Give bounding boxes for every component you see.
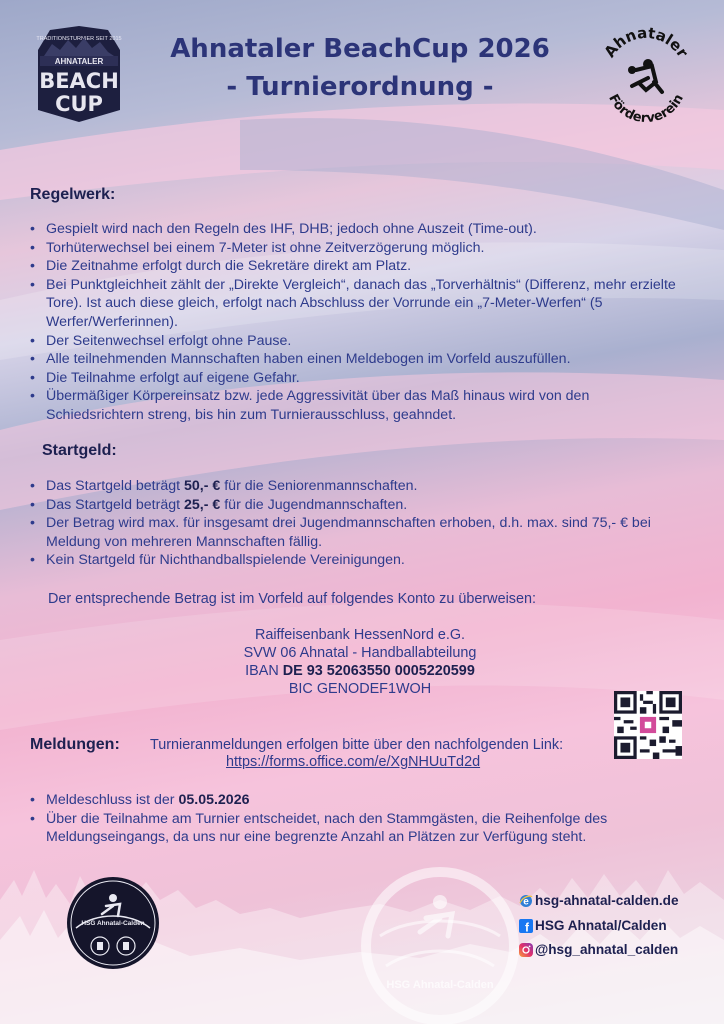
facebook-icon [519,919,533,933]
iban: IBAN DE 93 52063550 0005220599 [245,663,475,679]
website-link[interactable]: e hsg-ahnatal-calden.de [519,893,679,908]
svg-text:f: f [525,920,529,933]
meldungen-text: Turnieranmeldungen erfolgen bitte über den nachfolgenden Link: [150,737,564,753]
account-holder: SVW 06 Ahnatal - Handballabteilung [243,645,477,661]
list-item: • Meldeschluss ist der 05.05.2026 [30,791,690,810]
bic: BIC GENODEF1WOH [288,681,432,697]
list-item: • Das Startgeld beträgt 25,- € für die Jugendmannschaften. [30,496,690,515]
svg-text:HSG Ahnatal-Calden: HSG Ahnatal-Calden [81,920,145,927]
svg-text:AHNATALER: AHNATALER [54,57,104,66]
meldungen-list [30,791,690,847]
registration-link[interactable]: https://forms.office.com/e/XgNHUuTd2d [226,754,481,770]
list-item: • Der Seitenwechsel erfolgt ohne Pause. [30,332,690,351]
regelwerk-list [30,220,690,425]
list-item: • Torhüterwechsel bei einem 7-Meter ist ohne Zeitverzögerung möglich. [30,239,690,258]
list-item: • Das Startgeld beträgt 50,- € für die Seniorenmannschaften. [30,477,690,496]
svg-text:TRADITIONSTURNIER SEIT 2015: TRADITIONSTURNIER SEIT 2015 [36,36,122,42]
svg-text:Förderverein: Förderverein [605,91,687,126]
list-item: • Über die Teilnahme am Turnier entscheidet, nach den Stammgästen, die Reihenfolge des Meldungseingangs, da uns nur eine begrenzte Anzahl an Plätzen zur Verfügung steht. [30,810,690,847]
hsg-emblem [66,876,160,970]
regelwerk-heading: Regelwerk: [30,186,116,203]
beachcup-logo [30,26,128,122]
list-item: • Alle teilnehmenden Mannschaften haben einen Meldebogen im Vorfeld auszufüllen. [30,350,690,369]
list-item: • Übermäßiger Körpereinsatz bzw. jede Aggressivität über das Maß hinaus wird von den Schiedsrichtern streng, bis hin zum Turnierausschluss, geahndet. [30,387,690,424]
page-title [130,30,590,106]
list-item: • Gespielt wird nach den Regeln des IHF, DHB; jedoch ohne Auszeit (Time-out). [30,220,690,239]
svg-text:CUP: CUP [55,92,103,116]
svg-text:HSG Ahnatal-Calden: HSG Ahnatal-Calden [386,979,494,991]
svg-text:e: e [523,896,529,907]
meldungen-heading: Meldungen: [30,736,120,753]
list-item: • Der Betrag wird max. für insgesamt drei Jugendmannschaften erhoben, d.h. max. sind 75,- € bei Meldung von mehreren Mannschaften fällig. [30,514,690,551]
list-item: • Bei Punktgleichheit zählt der „Direkte Vergleich“, danach das „Torverhältnis“ (Differenz, mehr erzielte Tore). Ist auch diese gleich, erfolgt nach Abschluss der Vorrunde ein „7-Meter-Werfen“ (5 Werfer/Werferinnen). [30,276,690,332]
ie-globe-icon [519,894,533,908]
list-item: • Die Zeitnahme erfolgt durch die Sekretäre direkt am Platz. [30,257,690,276]
svg-text:BEACH: BEACH [39,69,119,93]
bank-name: Raiffeisenbank HessenNord e.G. [254,627,466,643]
instagram-link[interactable]: @hsg_ahnatal_calden [519,942,678,957]
hsg-watermark-emblem [360,866,520,1026]
instagram-icon [519,943,533,957]
title-line-2: - Turnierordnung - [226,72,494,102]
startgeld-heading: Startgeld: [42,442,117,459]
svg-text:Ahnataler: Ahnataler [600,26,692,61]
transfer-note: Der entsprechende Betrag ist im Vorfeld auf folgendes Konto zu überweisen: [48,591,536,607]
startgeld-list [30,477,690,570]
list-item: • Kein Startgeld für Nichthandballspielende Vereinigungen. [30,551,690,570]
facebook-link[interactable]: f HSG Ahnatal/Calden [519,918,667,933]
list-item: • Die Teilnahme erfolgt auf eigene Gefahr. [30,369,690,388]
foerderverein-logo [596,26,696,126]
title-line-1: Ahnataler BeachCup 2026 [170,34,550,64]
qr-code[interactable] [614,691,682,759]
bank-details [150,626,570,698]
